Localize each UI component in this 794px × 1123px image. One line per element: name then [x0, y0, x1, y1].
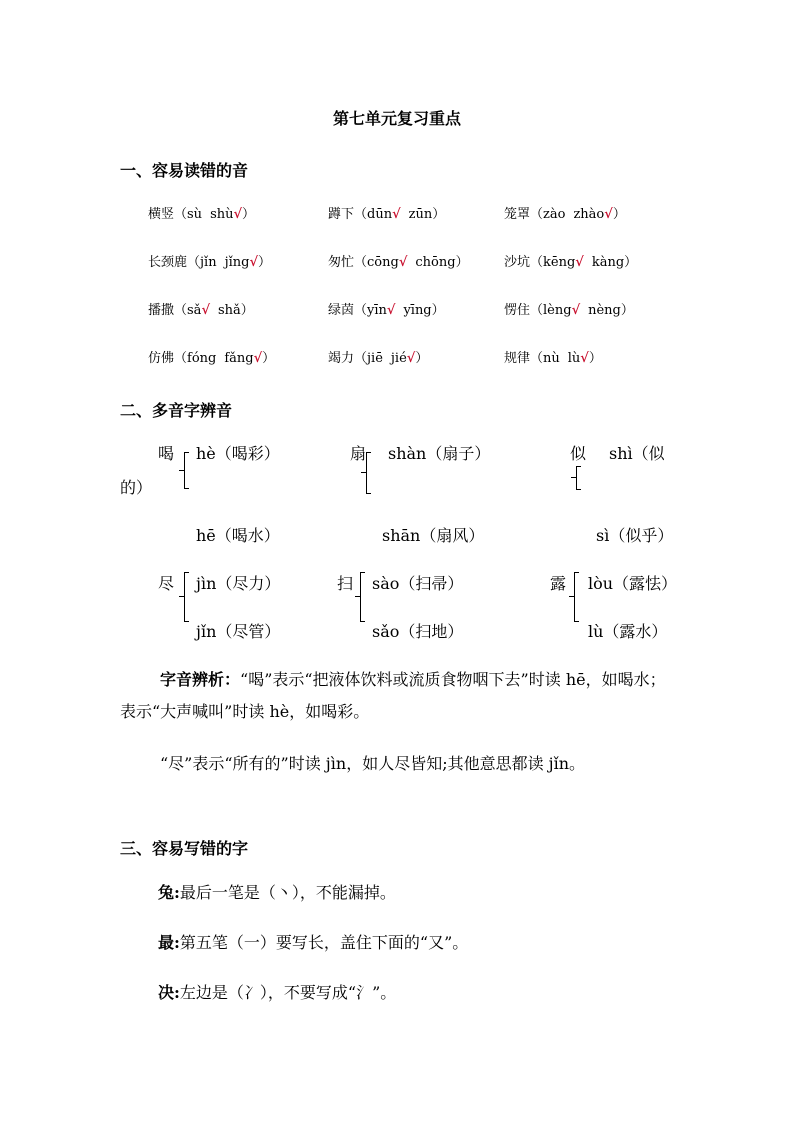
pronunciation-item	[328, 350, 428, 368]
pronunciation-item	[328, 206, 445, 224]
polyphonic-char-he: 喝	[158, 444, 175, 463]
reading-sao-2: sǎo（扫地）	[372, 622, 464, 641]
brace	[184, 452, 195, 489]
pronunciation-item	[504, 254, 637, 272]
pronunciation-item	[328, 254, 469, 272]
reading-si-1: shì（似	[609, 444, 665, 463]
reading-jin-1: jìn（尽力）	[196, 574, 281, 593]
brace	[360, 572, 371, 622]
pronunciation-option-b: fǎng	[224, 351, 254, 366]
pronunciation-item	[148, 254, 271, 272]
writing-item-tu	[158, 882, 396, 904]
brace	[366, 452, 377, 494]
pronunciation-word: 规律	[504, 351, 531, 366]
pronunciation-option-a: （zào	[530, 207, 566, 222]
pronunciation-word: 绿茵	[328, 303, 355, 318]
pronunciation-option-b: yīng	[403, 303, 432, 318]
reading-lu-2: lù（露水）	[588, 622, 668, 641]
reading-shan-2: shān（扇风）	[382, 526, 485, 545]
analysis-label: 字音辨析：	[160, 670, 241, 689]
writing-item-jue	[158, 982, 396, 1004]
pronunciation-close-paren: ）	[242, 207, 256, 222]
pronunciation-close-paren: ）	[624, 255, 638, 270]
page-title: 第七单元复习重点	[332, 109, 461, 128]
pronunciation-option-a: （jǐn	[187, 255, 217, 270]
pronunciation-word: 竭力	[328, 351, 355, 366]
reading-lu-1: lòu（露怯）	[588, 574, 678, 593]
reading-he-2: hē（喝水）	[196, 526, 280, 545]
pronunciation-word: 笼罩	[504, 207, 531, 222]
check-mark-icon: √	[580, 351, 589, 366]
reading-sao-1: sào（扫帚）	[372, 574, 464, 593]
pronunciation-option-a: （sù	[174, 207, 203, 222]
pronunciation-close-paren: ）	[432, 207, 446, 222]
analysis-paragraph-jin: “尽”表示“所有的”时读 jìn，如人尽皆知;其他意思都读 jǐn。	[160, 754, 586, 773]
pronunciation-option-a: （cōng	[354, 255, 399, 270]
check-mark-icon: √	[201, 303, 210, 318]
writing-item-label: 最:	[158, 933, 180, 952]
pronunciation-word: 仿佛	[148, 351, 175, 366]
pronunciation-option-a: （jiē	[354, 351, 383, 366]
pronunciation-option-b: jié	[390, 351, 407, 366]
section-heading-pronunciation: 一、容易读错的音	[120, 161, 249, 180]
check-mark-icon: √	[392, 207, 401, 222]
pronunciation-close-paren: ）	[415, 351, 429, 366]
pronunciation-item	[328, 302, 445, 320]
pronunciation-option-b: nèng	[588, 303, 621, 318]
writing-item-text: 最后一笔是（丶），不能漏掉。	[179, 883, 396, 902]
pronunciation-close-paren: ）	[588, 351, 602, 366]
reading-shan-1: shàn（扇子）	[388, 444, 491, 463]
pronunciation-option-b: lù	[567, 351, 581, 366]
analysis-paragraph-he	[120, 664, 680, 728]
pronunciation-option-a: （dūn	[354, 207, 393, 222]
check-mark-icon: √	[386, 303, 396, 318]
pronunciation-option-a: （sǎ	[174, 303, 202, 318]
reading-si-1-wrap: 的）	[120, 478, 153, 497]
check-mark-icon: √	[406, 351, 416, 366]
pronunciation-word: 长颈鹿	[148, 255, 188, 270]
polyphonic-char-jin: 尽	[158, 574, 175, 593]
pronunciation-option-b: kàng	[591, 255, 625, 270]
pronunciation-word: 愣住	[504, 303, 531, 318]
reading-jin-2: jǐn（尽管）	[196, 622, 281, 641]
pronunciation-word: 播撒	[148, 303, 175, 318]
brace	[184, 572, 195, 622]
pronunciation-word: 匆忙	[328, 255, 355, 270]
pronunciation-option-b: shù	[210, 207, 234, 222]
pronunciation-item	[148, 206, 255, 224]
pronunciation-word: 沙坑	[504, 255, 531, 270]
pronunciation-option-b: shǎ	[218, 303, 241, 318]
writing-item-label: 兔:	[158, 883, 180, 902]
check-mark-icon: √	[575, 255, 584, 270]
pronunciation-option-a: （kēng	[530, 255, 576, 270]
writing-item-text: 左边是（冫），不要写成“氵”。	[179, 983, 397, 1002]
check-mark-icon: √	[253, 351, 263, 366]
pronunciation-close-paren: ）	[258, 255, 272, 270]
polyphonic-char-si: 似	[570, 444, 587, 463]
pronunciation-item	[148, 350, 275, 368]
brace	[576, 466, 587, 490]
pronunciation-close-paren: ）	[240, 303, 254, 318]
reading-si-2: sì（似乎）	[596, 526, 674, 545]
pronunciation-option-b: chōng	[415, 255, 456, 270]
reading-he-1: hè（喝彩）	[196, 444, 280, 463]
pronunciation-option-a: （nù	[530, 351, 560, 366]
check-mark-icon: √	[398, 255, 408, 270]
writing-item-zui	[158, 932, 468, 954]
polyphonic-char-shan: 扇	[350, 444, 367, 463]
brace	[574, 572, 585, 622]
pronunciation-close-paren: ）	[262, 351, 276, 366]
polyphonic-char-lu: 露	[550, 574, 567, 593]
pronunciation-close-paren: ）	[431, 303, 445, 318]
section-heading-polyphonic: 二、多音字辨音	[120, 401, 233, 420]
pronunciation-item	[504, 206, 626, 224]
pronunciation-word: 蹲下	[328, 207, 355, 222]
pronunciation-item	[148, 302, 254, 320]
pronunciation-close-paren: ）	[620, 303, 634, 318]
pronunciation-option-b: zūn	[408, 207, 433, 222]
pronunciation-option-a: （lèng	[530, 303, 572, 318]
polyphonic-char-sao: 扫	[337, 574, 354, 593]
analysis-text-he: “喝”表示“把液体饮料或流质食物咽下去”时读 hē，如喝水；表示“大声喊叫”时读 hè，如喝彩。	[120, 670, 666, 721]
section-heading-writing: 三、容易写错的字	[120, 839, 249, 858]
pronunciation-option-a: （yīn	[354, 303, 387, 318]
pronunciation-option-a: （fóng	[174, 351, 217, 366]
pronunciation-close-paren: ）	[612, 207, 626, 222]
pronunciation-item	[504, 302, 634, 320]
pronunciation-option-b: jǐng	[224, 255, 250, 270]
pronunciation-close-paren: ）	[455, 255, 469, 270]
check-mark-icon: √	[249, 255, 259, 270]
pronunciation-option-b: zhào	[573, 207, 605, 222]
writing-item-text: 第五笔（一）要写长，盖住下面的“又”。	[179, 933, 469, 952]
pronunciation-item	[504, 350, 602, 368]
check-mark-icon: √	[604, 207, 613, 222]
check-mark-icon: √	[571, 303, 581, 318]
check-mark-icon: √	[233, 207, 243, 222]
writing-item-label: 决:	[158, 983, 180, 1002]
pronunciation-word: 横竖	[148, 207, 175, 222]
